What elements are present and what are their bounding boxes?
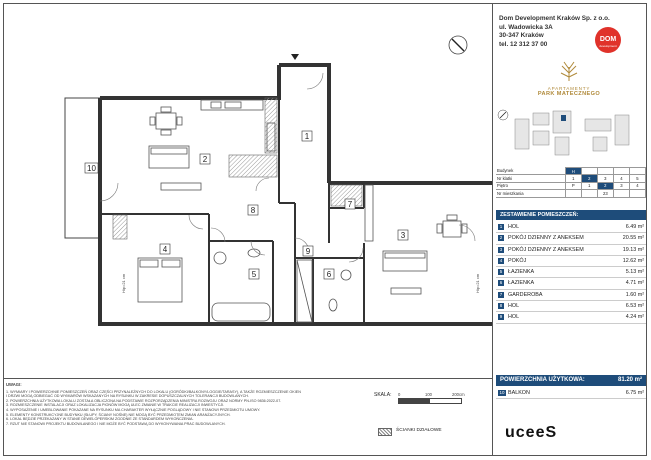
notes-line: 4. WYPOSAŻENIE I UMEBLOWANIE POKAZANE NA RYSUNKU MA CHARAKTER WYŁĄCZNIE POGLĄDOWY I NIE STANOWI PRZEDMIOTU UMOWY. — [6, 407, 261, 412]
scale-tick-100: 100 — [425, 392, 432, 397]
room-row: 1 HOL 6.49 m² — [496, 222, 646, 233]
legend-label: ŚCIANKI DZIAŁOWE — [396, 428, 442, 433]
site-mini-map — [495, 105, 645, 163]
sofa-room-3 — [383, 251, 427, 294]
room-row: 8 HOL 6.53 m² — [496, 301, 646, 312]
notes-line: I DRZWI MOGĄ ODBIEGAĆ OD WYMIARÓW WSKAZANYCH NA RYSUNKU W ZAKRESIE DOPUSZCZALNYCH TOLERANCJI BUDOWLANYCH. — [6, 394, 249, 399]
location-table — [496, 167, 646, 198]
sofa-room-2 — [149, 146, 201, 190]
notes-line: 6. LOKAL BĘDZIE PRZEKAZANY W STANIE DEWELOPERSKIM ZGODNIE ZE STANDARDEM WYKOŃCZENIA. — [6, 417, 194, 422]
plan-label-6: 6 — [326, 270, 332, 279]
notes-line: 1. WYMIARY I POWIERZCHNIE POMIESZCZEŃ ORAZ CZĘŚCI PRZYNALEŻNYCH DO LOKALU (OGRÓDKI/BALKONY/LOGGIE/TARASY), A TAKŻE ROZMIESZCZENIE OKIEN — [6, 389, 301, 394]
company-street: ul. Wadowicka 3A — [499, 23, 553, 31]
scale-tick-200: 200cm — [452, 392, 465, 397]
park-mateczny-logo — [531, 59, 607, 101]
plan-label-3: 3 — [400, 231, 406, 240]
company-phone: tel. 12 312 37 00 — [499, 40, 548, 48]
balcony-name: BALKON — [508, 390, 530, 396]
plan-label-8: 8 — [250, 206, 256, 215]
location-row-apartment: Nr mieszkania 23 — [496, 190, 646, 197]
plan-label-10: 10 — [87, 164, 96, 173]
table-room-3 — [437, 215, 467, 237]
info-panel — [492, 3, 647, 456]
project-line1: APARTAMENTY — [547, 86, 591, 91]
notes-line: 5. ELEMENTY KONSTRUKCYJNE BUDYNKU (SŁUPY, ŚCIANY NOŚNE) NIE MOGĄ BYĆ PRZEDMIOTEM ZMIAN ARANŻACYJNYCH. — [6, 412, 231, 417]
bottom-divider — [3, 378, 492, 379]
notes-line: 7. RZUT NIE STANOWI PROJEKTU BUDOWLANEGO I NIE MOŻE BYĆ PODSTAWĄ DO WYKONYWANIA PRAC BUDOWLANYCH. — [6, 421, 226, 426]
room-row: 2 POKÓJ DZIENNY Z ANEKSEM 20.55 m² — [496, 233, 646, 244]
plan-label-7: 7 — [347, 200, 353, 209]
balcony-area: 6.75 m² — [625, 390, 644, 396]
compass-icon — [449, 36, 467, 54]
balcony-num: 10 — [499, 390, 505, 395]
plan-label-4: 4 — [162, 245, 168, 254]
dim-label-right: Hip=21 cm — [475, 273, 480, 293]
location-row-floor: Piętro P 1 2 3 4 — [496, 182, 646, 189]
room-row: 5 ŁAZIENKA 5.13 m² — [496, 267, 646, 278]
svg-text:development: development — [599, 44, 617, 48]
scale-label: SKALA: — [374, 392, 392, 398]
project-line2: PARK MATECZNEGO — [537, 91, 601, 97]
scale-bar — [398, 398, 462, 404]
total-area-label: POWIERZCHNIA UŻYTKOWA: — [500, 377, 585, 383]
svg-text:DOM: DOM — [599, 36, 617, 43]
notes-line: 3. ROZMIESZCZENIE INSTALACJI ORAZ LOKALIZACJA PIONÓW MOGĄ ULEC ZMIANIE W TRAKCIE REALIZACJI INWESTYCJI. — [6, 403, 225, 408]
location-row-staircase: Nr klatki 1 2 3 4 5 — [496, 175, 646, 182]
floor-plan — [3, 3, 492, 378]
room-row: 6 ŁAZIENKA 4.71 m² — [496, 278, 646, 289]
tree-icon — [557, 59, 581, 83]
partition-hatch-swatch — [378, 428, 392, 436]
uceees-logo: uceeS — [505, 424, 558, 441]
bathroom-5 — [212, 249, 270, 321]
entrance-arrow-icon — [291, 54, 299, 60]
bed-room-4 — [138, 258, 182, 302]
notes-block — [6, 383, 346, 426]
company-name: Dom Development Kraków Sp. z o.o. — [499, 15, 610, 22]
room-row: 9 HOL 4.24 m² — [496, 312, 646, 323]
scale-tick-0: 0 — [398, 392, 401, 397]
kitchen-counter-3 — [365, 185, 373, 241]
total-area-value: 81.20 m² — [617, 377, 642, 383]
table-room-2 — [150, 107, 182, 135]
room-row: 7 GARDEROBA 1.60 m² — [496, 290, 646, 301]
notes-line: 2. POWIERZCHNIA UŻYTKOWA LOKALU ZOSTAŁA OBLICZONA NA PODSTAWIE ROZPORZĄDZENIA MINISTRA ROZWOJU ORAZ NORMY PN-ISO 9836:2022-07. — [6, 398, 282, 403]
total-area-bar — [496, 375, 646, 386]
location-row-building: Budynek H — [496, 168, 646, 175]
plan-label-5: 5 — [251, 270, 257, 279]
room-list — [496, 222, 646, 324]
dim-label-left: Hip=21 cm — [121, 273, 126, 293]
plan-label-1: 1 — [304, 132, 310, 141]
plan-label-9: 9 — [305, 247, 311, 256]
rooms-header: ZESTAWIENIE POMIESZCZEŃ: — [496, 210, 646, 220]
balcony-row — [496, 388, 646, 399]
kitchen-counter-2 — [201, 100, 275, 151]
notes-title: UWAGI: — [6, 382, 22, 387]
company-city: 30-347 Kraków — [499, 32, 544, 40]
floor-plan-drawing — [3, 3, 492, 378]
room-row: 4 POKÓJ 12.62 m² — [496, 256, 646, 267]
plan-label-2: 2 — [202, 155, 208, 164]
dom-development-logo — [594, 26, 622, 54]
room-row: 3 POKÓJ DZIENNY Z ANEKSEM 19.13 m² — [496, 245, 646, 256]
